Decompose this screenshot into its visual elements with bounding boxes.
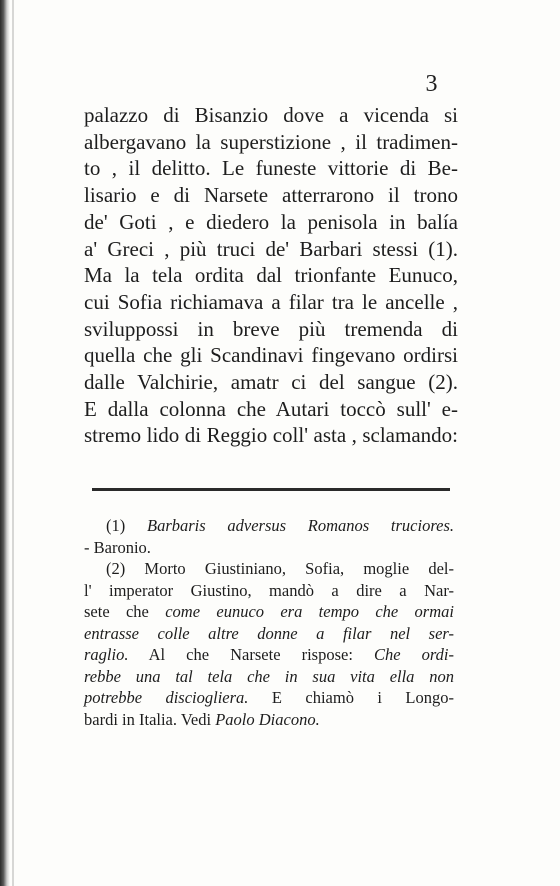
text-line: de' Goti , e diedero la penisola in balía	[84, 209, 458, 234]
text-line: quella che gli Scandinavi fingevano ordirsi	[84, 343, 458, 368]
footnote-2-line	[84, 687, 454, 709]
text-line: a' Greci , più truci de' Barbari stessi (1).	[84, 236, 458, 261]
footnote-1-marker: (1)	[106, 516, 126, 535]
footnote-2-italic: Che ordi-	[373, 645, 455, 664]
footnote-separator-rule	[92, 488, 450, 491]
footnote-2-italic: raglio.	[84, 645, 129, 664]
footnote-2-line: l' imperator Giustino, mandò a dire a Nar-	[84, 580, 454, 600]
footnote-1-line	[84, 515, 454, 537]
text-line: sviluppossi in breve più tremenda di	[84, 316, 458, 341]
footnote-2-line	[84, 644, 454, 666]
text-line: dalle Valchirie, amatr ci del sangue (2).	[84, 370, 458, 395]
page-binding-edge	[0, 0, 10, 886]
text-line: albergavano la superstizione , il tradimen-	[84, 129, 458, 154]
text-line: palazzo di Bisanzio dove a vicenda si	[84, 103, 458, 127]
footnote-2-text: bardi in Italia. Vedi	[84, 709, 216, 729]
text-line: Ma la tela ordita dal trionfante Eunuco,	[84, 263, 458, 288]
footnote-2-italic: potrebbe disciogliera.	[84, 688, 249, 707]
footnote-2-line: entrasse colle altre donne a filar nel ser-	[84, 623, 454, 643]
footnote-1-quote: Barbaris adversus Romanos truciores.	[146, 516, 454, 535]
text-line: stremo lido di Reggio coll' asta , sclamando:	[84, 423, 458, 448]
page-number: 3	[425, 71, 438, 97]
footnote-2-line	[84, 709, 454, 731]
footnote-2-italic: come eunuco era tempo che ormai	[165, 602, 454, 621]
footnote-2-author: Paolo Diacono.	[215, 709, 320, 729]
footnote-2-line: (2) Morto Giustiniano, Sofia, moglie del-	[106, 559, 454, 578]
text-line: lisario e di Narsete atterrarono il trono	[84, 183, 458, 208]
text-line: to , il delitto. Le funeste vittorie di Be-	[84, 156, 458, 181]
footnote-2-text: sete che	[84, 602, 166, 621]
text-line: cui Sofia richiamava a filar tra le ancelle ,	[84, 289, 458, 314]
footnote-2-text: E chiamò i Longo-	[248, 688, 454, 707]
footnote-2-text: Al che Narsete rispose:	[128, 645, 374, 664]
text-line: E dalla colonna che Autari toccò sull' e-	[84, 396, 458, 421]
main-text-block	[84, 102, 458, 449]
footnote-1-source: - Baronio.	[84, 537, 151, 557]
footnotes-block	[84, 515, 454, 730]
footnote-2-line: rebbe una tal tela che in sua vita ella non	[84, 666, 454, 686]
footnote-2-line	[84, 601, 454, 623]
